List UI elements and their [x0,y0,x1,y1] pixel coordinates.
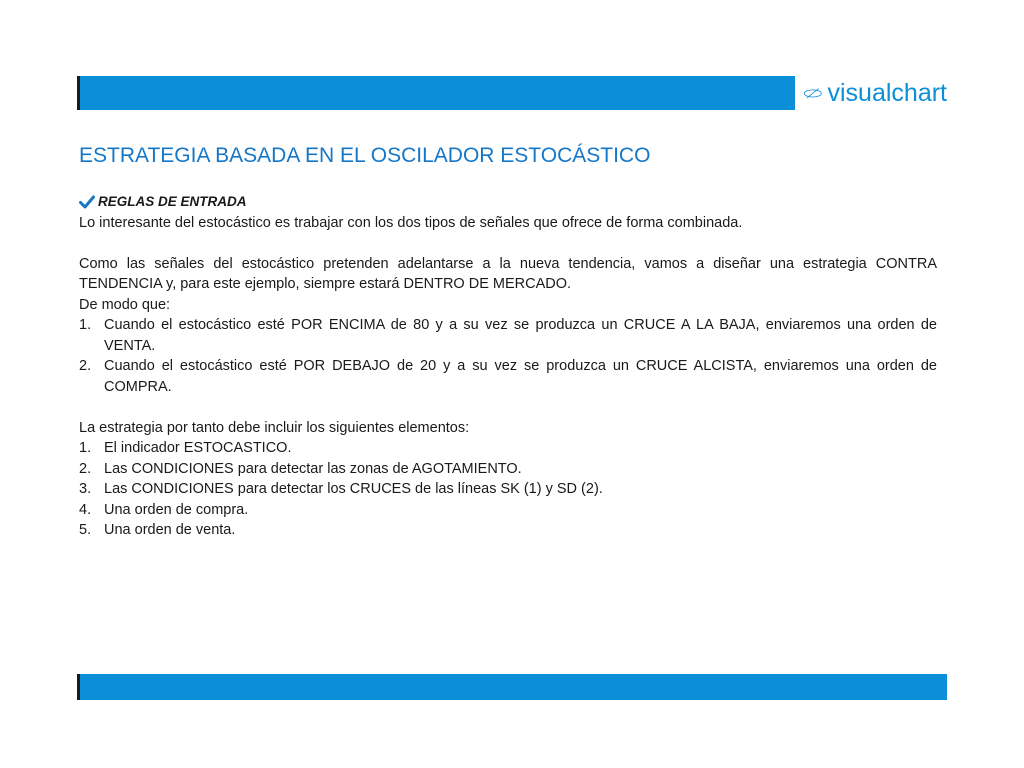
page-title: ESTRATEGIA BASADA EN EL OSCILADOR ESTOCÁSTICO [79,144,651,167]
list-item [79,315,937,356]
list-item-number: 1. [79,440,92,456]
transition-paragraph: De modo que: [79,296,171,313]
list-item-text: El indicador ESTOCASTICO. [104,440,292,456]
list-item [79,520,937,541]
slide-content [79,192,937,541]
list-item-text: Las CONDICIONES para detectar los CRUCES de las líneas SK (1) y SD (2). [104,481,603,497]
section-heading-label: REGLAS DE ENTRADA [98,194,247,209]
elements-list [79,438,937,541]
list-item-text: Una orden de venta. [104,522,236,538]
intro-paragraph: Lo interesante del estocástico es trabajar con los dos tipos de señales que ofrece de forma combinada. [79,214,743,231]
list-item-number: 4. [79,501,92,518]
strategy-paragraph: Como las señales del estocástico pretenden adelantarse a la nueva tendencia, vamos a diseñar una estrategia CONTRA TENDENCIA y, para este ejemplo, siempre estará DENTRO DE MERCADO. [79,255,937,292]
list-item [79,438,937,459]
list-item [79,479,937,500]
list-item [79,356,937,397]
visualchart-logo-icon [803,80,824,106]
section-heading [79,192,937,213]
list-item-number: 5. [79,522,92,538]
list-item-text: Cuando el estocástico esté POR ENCIMA de 80 y a su vez se produzca un CRUCE A LA BAJA, enviaremos una orden de VENTA. [104,317,937,354]
header-bar [77,76,947,110]
list-item-text: Las CONDICIONES para detectar las zonas de AGOTAMIENTO. [104,460,522,477]
elements-intro-paragraph: La estrategia por tanto debe incluir los siguientes elementos: [79,419,470,436]
list-item-number: 3. [79,481,92,497]
brand-logo [795,76,947,110]
list-item-text: Una orden de compra. [104,501,249,518]
list-item-text: Cuando el estocástico esté POR DEBAJO de 20 y a su vez se produzca un CRUCE ALCISTA, enviaremos una orden de COMPRA. [104,358,937,395]
rules-list [79,315,937,397]
list-item [79,459,937,480]
check-icon [79,195,95,209]
list-item [79,500,937,521]
logo-text: visualchart [827,79,947,107]
list-item-number: 2. [79,358,92,374]
footer-bar [77,674,947,700]
list-item-number: 1. [79,317,92,333]
list-item-number: 2. [79,460,92,477]
